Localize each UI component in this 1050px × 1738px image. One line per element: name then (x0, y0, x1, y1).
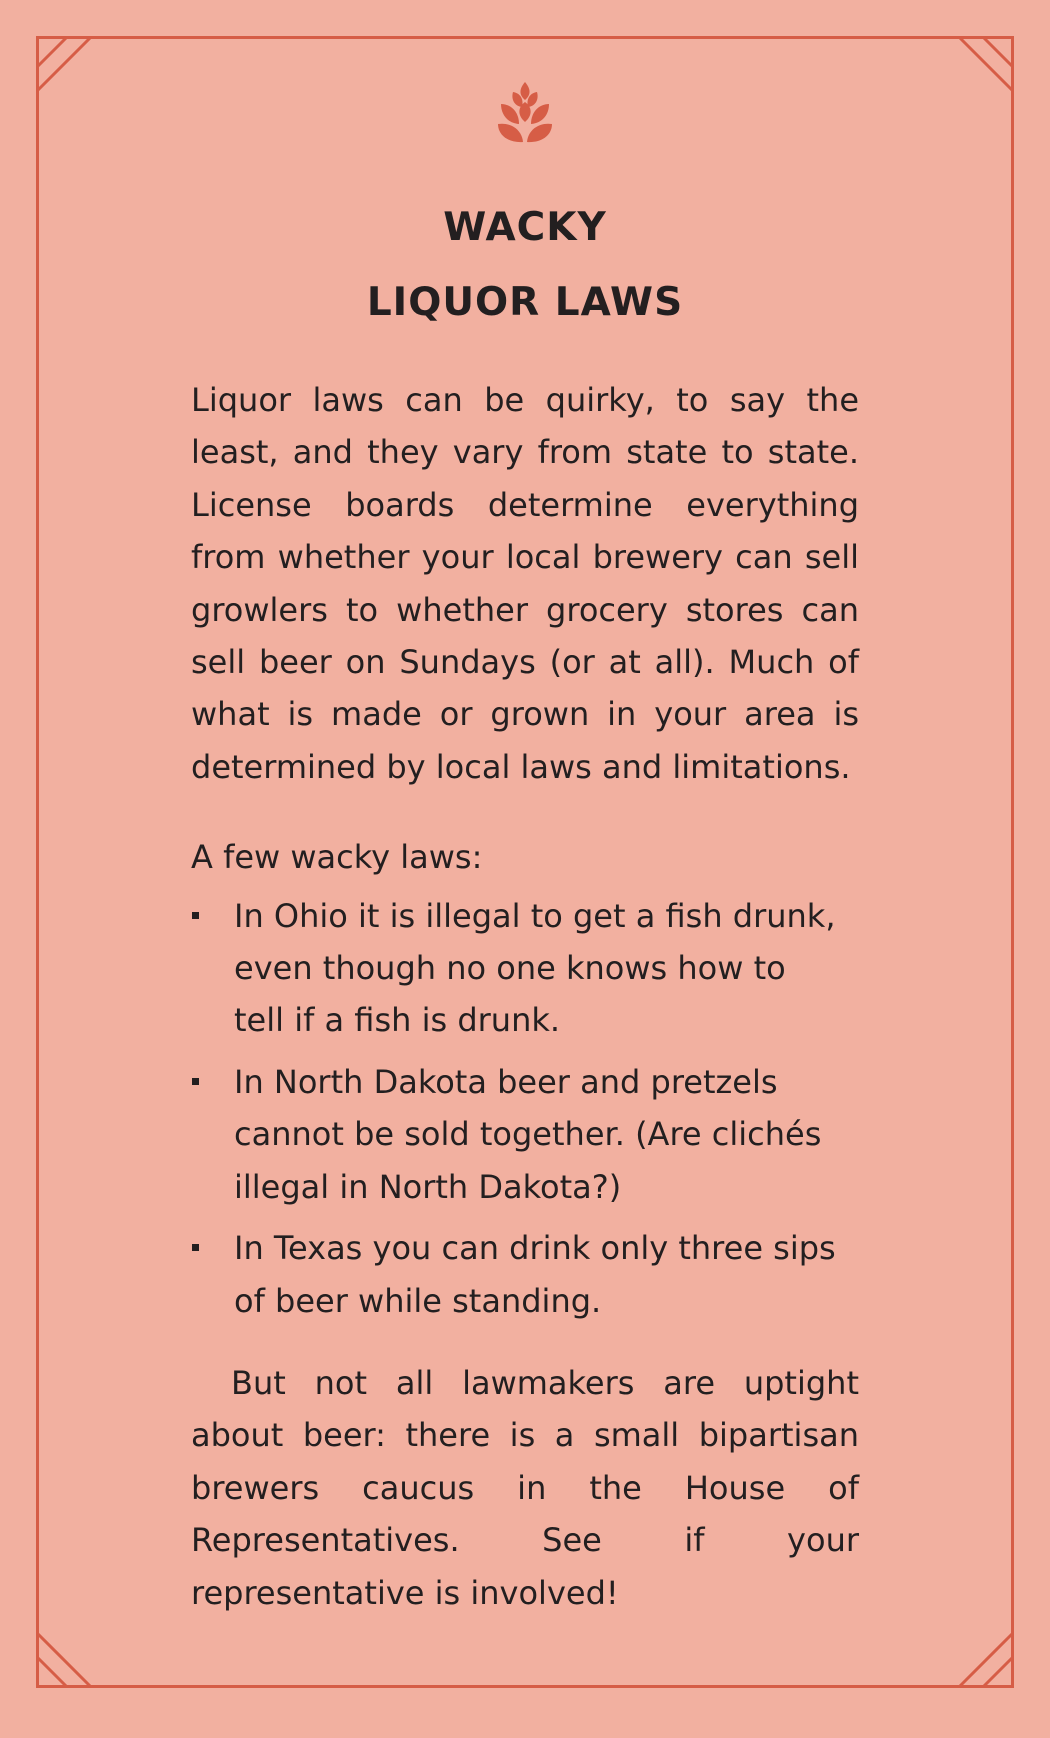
list-item (191, 1056, 859, 1213)
laws-lead-text: A few wacky laws: (191, 838, 483, 877)
closing-paragraph: But not all lawmakers are uptight about beer: there is a small bipartisan brewers caucus in the House of Representatives. See if your representative is involved! (191, 1363, 859, 1612)
square-bullet-icon (192, 912, 199, 919)
list-item (191, 890, 859, 1047)
corner-ornament-top-left (36, 36, 92, 92)
laws-list (191, 890, 859, 1327)
corner-ornament-bottom-right (958, 1632, 1014, 1688)
law-text: In Texas you can drink only three sips of beer while standing. (234, 1229, 836, 1320)
law-text: In Ohio it is illegal to get a fish drunk, even though no one knows how to tell if a fish is drunk. (234, 896, 836, 1040)
intro-paragraph: Liquor laws can be quirky, to say the least, and they vary from state to state. License boards determine everything from whether your local brewery can sell growlers to whether grocery stores can sell beer on Sundays (or at all). Much of what is made or grown in your area is determined by local laws and limitations. (191, 381, 859, 786)
article-body (191, 374, 859, 1619)
title-line-2: LIQUOR LAWS (366, 280, 684, 325)
square-bullet-icon (192, 1078, 199, 1085)
title-line-1: WACKY (443, 205, 607, 250)
list-item (191, 1222, 859, 1327)
hop-cone-icon (495, 80, 555, 146)
corner-ornament-bottom-left (36, 1632, 92, 1688)
corner-ornament-top-right (958, 36, 1014, 92)
law-text: In North Dakota beer and pretzels cannot be sold together. (Are clichés illegal in North Dakota?) (234, 1062, 822, 1206)
page-title (0, 190, 1050, 340)
square-bullet-icon (192, 1244, 199, 1251)
